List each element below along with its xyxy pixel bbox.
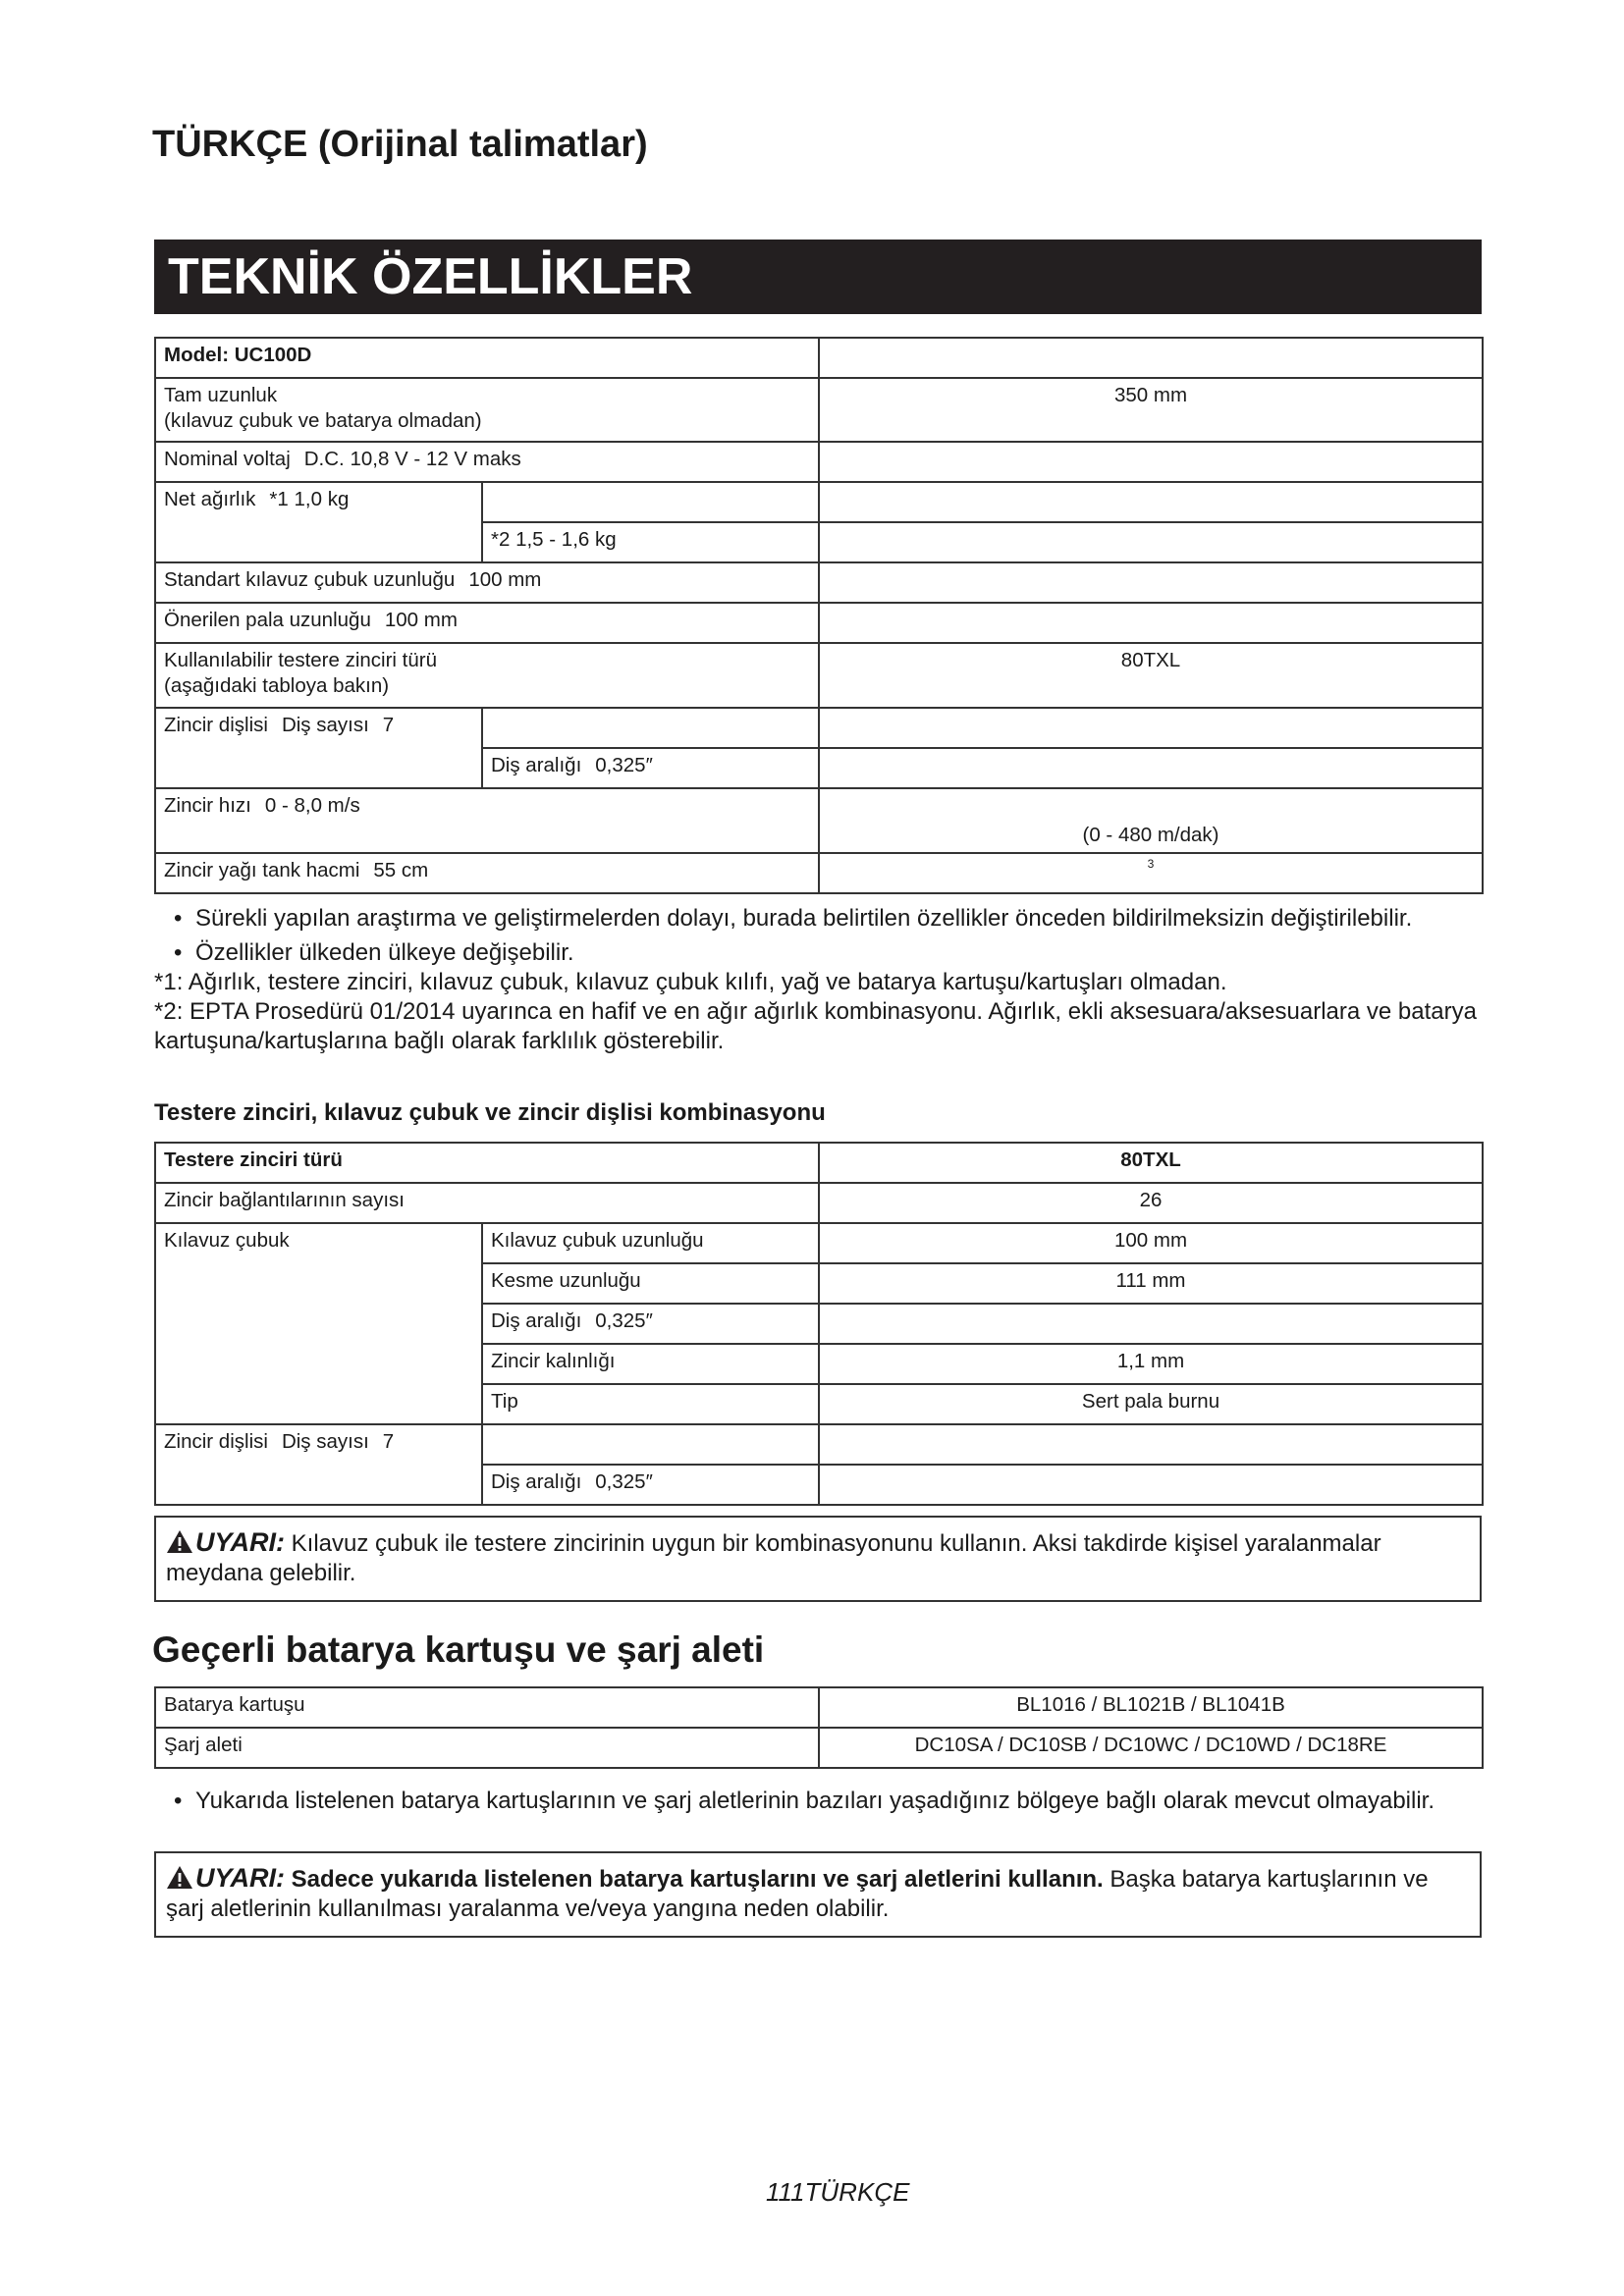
net-weight-2: *2 1,5 - 1,6 kg — [482, 522, 819, 562]
combo-pitch-label: Diş aralığı — [491, 1309, 582, 1332]
combo-table — [154, 1142, 1484, 1506]
rec-bar-label: Önerilen pala uzunluğu — [164, 609, 371, 631]
page-title: TÜRKÇE (Orijinal talimatlar) — [152, 124, 648, 165]
warning-2-label: UYARI: — [195, 1863, 285, 1893]
spec-model-cell — [155, 338, 819, 378]
net-weight-1: *1 1,0 kg — [269, 488, 350, 510]
chain-speed-cell — [155, 788, 819, 853]
combo-sprocket-cell — [155, 1424, 482, 1505]
rec-bar-cell — [155, 603, 819, 643]
oil-tank-unit-sup: 3 — [819, 853, 1483, 893]
warning-triangle-icon — [166, 1529, 193, 1554]
note-bullet: • Özellikler ülkeden ülkeye değişebilir. — [174, 939, 574, 966]
pitch-value: 0,325″ — [595, 754, 653, 776]
spec-empty-cell — [482, 482, 819, 522]
combo-empty-cell — [819, 1304, 1483, 1344]
chain-speed-label: Zincir hızı — [164, 794, 251, 817]
warning-2-text: Başka batarya kartuşlarının ve şarj aletlerinin kullanılması yaralanma ve/veya yangına neden olabilir. — [166, 1866, 1429, 1922]
rec-bar-value: 100 mm — [384, 609, 458, 631]
spec-table — [154, 337, 1484, 894]
pitch-cell — [482, 748, 819, 788]
charger-value: DC10SA / DC10SB / DC10WC / DC10WD / DC18RE — [819, 1728, 1483, 1768]
cutting-length-label: Kesme uzunluğu — [482, 1263, 819, 1304]
note-1: *1: Ağırlık, testere zinciri, kılavuz çubuk, kılavuz çubuk kılıfı, yağ ve batarya kartuşu/kartuşları olmadan. — [154, 969, 1227, 995]
spec-empty-cell — [819, 482, 1483, 522]
combo-sprocket-label: Zincir dişlisi — [164, 1430, 268, 1453]
note-2: *2: EPTA Prosedürü 01/2014 uyarınca en hafif ve en ağır ağırlık kombinasyonu. Ağırlık, ekli aksesuara/aksesuarlara ve batarya kartuşuna/kartuşlarına bağlı olarak farklılık gösterebilir. — [154, 998, 1477, 1054]
warning-1-text: Kılavuz çubuk ile testere zincirinin uygun bir kombinasyonunu kullanın. Aksi takdirde kişisel yaralanmalar meydana gelebilir. — [166, 1530, 1381, 1586]
rated-voltage-cell — [155, 442, 819, 482]
chain-type-note: (aşağıdaki tabloya bakın) — [164, 674, 390, 697]
combo-teeth-label: Diş sayısı — [281, 1430, 369, 1453]
std-bar-value: 100 mm — [468, 568, 542, 591]
std-bar-label: Standart kılavuz çubuk uzunluğu — [164, 568, 456, 591]
combo-pitch-cell — [482, 1304, 819, 1344]
page-footer: 111TÜRKÇE — [766, 2177, 910, 2207]
combo-sprocket-pitch-value: 0,325″ — [595, 1470, 653, 1493]
teeth-label: Diş sayısı — [281, 714, 369, 736]
bullet-2-text: Özellikler ülkeden ülkeye değişebilir. — [195, 939, 574, 966]
cartridge-value: BL1016 / BL1021B / BL1041B — [819, 1687, 1483, 1728]
combo-empty-cell — [819, 1465, 1483, 1505]
drive-links-value: 26 — [819, 1183, 1483, 1223]
chain-type-cell — [155, 643, 819, 708]
charger-label: Şarj aleti — [155, 1728, 819, 1768]
warning-box-1 — [154, 1516, 1482, 1602]
cutting-length-value: 111 mm — [819, 1263, 1483, 1304]
warning-1-label: UYARI: — [195, 1527, 285, 1557]
spec-empty-cell — [819, 522, 1483, 562]
warning-box-2 — [154, 1851, 1482, 1938]
teeth-value: 7 — [382, 714, 395, 736]
spec-empty-cell — [819, 708, 1483, 748]
model-value: UC100D — [234, 344, 312, 366]
sprocket-cell — [155, 708, 482, 788]
oil-tank-label: Zincir yağı tank hacmi — [164, 859, 360, 881]
combo-heading: Testere zinciri, kılavuz çubuk ve zincir dişlisi kombinasyonu — [154, 1099, 826, 1126]
spec-empty-cell — [819, 562, 1483, 603]
spec-notes — [154, 904, 1489, 1056]
type-value: Sert pala burnu — [819, 1384, 1483, 1424]
combo-teeth-value: 7 — [382, 1430, 395, 1453]
chain-speed-alt: (0 - 480 m/dak) — [819, 788, 1483, 853]
spec-empty-cell — [819, 442, 1483, 482]
sprocket-label: Zincir dişlisi — [164, 714, 268, 736]
std-bar-cell — [155, 562, 819, 603]
overall-length-note: (kılavuz çubuk ve batarya olmadan) — [164, 409, 482, 432]
bar-length-label: Kılavuz çubuk uzunluğu — [482, 1223, 819, 1263]
note-bullet: • Sürekli yapılan araştırma ve geliştirmelerden dolayı, burada belirtilen özellikler önceden bildirilmeksizin değiştirilebilir. — [174, 905, 1413, 932]
note-bullet: • Yukarıda listelenen batarya kartuşlarının ve şarj aletlerinin bazıları yaşadığınız bölgeye bağlı olarak mevcut olmayabilir. — [174, 1788, 1435, 1814]
chain-type-value: 80TXL — [819, 643, 1483, 708]
rated-voltage-value: D.C. 10,8 V - 12 V maks — [303, 448, 521, 470]
combo-empty-cell — [819, 1424, 1483, 1465]
battery-note-text: Yukarıda listelenen batarya kartuşlarının ve şarj aletlerinin bazıları yaşadığınız bölgeye bağlı olarak mevcut olmayabilir. — [195, 1788, 1435, 1814]
warning-2-bold-text: Sadece yukarıda listelenen batarya kartuşlarını ve şarj aletlerini kullanın. — [291, 1866, 1104, 1893]
combo-chain-type-label: Testere zinciri türü — [155, 1143, 819, 1183]
battery-section-title: Geçerli batarya kartuşu ve şarj aleti — [152, 1629, 765, 1670]
spec-empty-cell — [819, 748, 1483, 788]
oil-tank-value: 55 cm — [373, 859, 429, 881]
model-label: Model: — [164, 344, 230, 366]
drive-links-label: Zincir bağlantılarının sayısı — [155, 1183, 819, 1223]
cartridge-label: Batarya kartuşu — [155, 1687, 819, 1728]
oil-tank-cell — [155, 853, 819, 893]
battery-table — [154, 1686, 1484, 1769]
warning-triangle-icon — [166, 1865, 193, 1890]
gauge-value: 1,1 mm — [819, 1344, 1483, 1384]
net-weight-cell — [155, 482, 482, 562]
section-banner: TEKNİK ÖZELLİKLER — [154, 240, 1482, 314]
type-label: Tip — [482, 1384, 819, 1424]
combo-sprocket-pitch-label: Diş aralığı — [491, 1470, 582, 1493]
gauge-label: Zincir kalınlığı — [482, 1344, 819, 1384]
chain-speed-value: 0 - 8,0 m/s — [264, 794, 360, 817]
bar-length-value: 100 mm — [819, 1223, 1483, 1263]
spec-empty-cell — [819, 338, 1483, 378]
combo-chain-type-value: 80TXL — [819, 1143, 1483, 1183]
overall-length-cell — [155, 378, 819, 442]
combo-pitch-value: 0,325″ — [595, 1309, 653, 1332]
guide-bar-label: Kılavuz çubuk — [155, 1223, 482, 1424]
combo-empty-cell — [482, 1424, 819, 1465]
spec-empty-cell — [819, 603, 1483, 643]
bullet-1-text: Sürekli yapılan araştırma ve geliştirmelerden dolayı, burada belirtilen özellikler önceden bildirilmeksizin değiştirilebilir. — [195, 905, 1413, 932]
battery-note-block — [154, 1787, 1489, 1816]
net-weight-label: Net ağırlık — [164, 488, 256, 510]
overall-length-value: 350 mm — [819, 378, 1483, 442]
pitch-label: Diş aralığı — [491, 754, 582, 776]
rated-voltage-label: Nominal voltaj — [164, 448, 291, 470]
overall-length-label: Tam uzunluk — [164, 384, 278, 406]
chain-type-label: Kullanılabilir testere zinciri türü — [164, 649, 438, 671]
spec-empty-cell — [482, 708, 819, 748]
combo-sprocket-pitch-cell — [482, 1465, 819, 1505]
